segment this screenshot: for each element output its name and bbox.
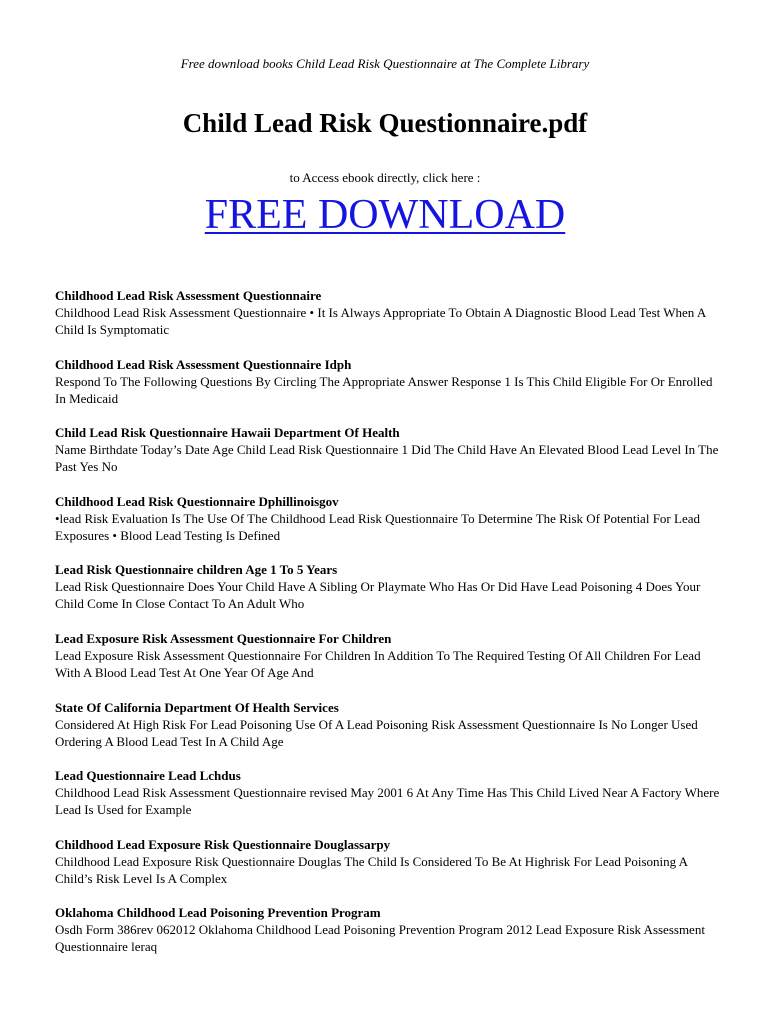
access-instruction: to Access ebook directly, click here : — [289, 170, 481, 185]
list-item — [55, 767, 720, 836]
entry-description: Considered At High Risk For Lead Poisoning Use Of A Lead Poisoning Risk Assessment Questionnaire Is No Longer Used Ordering A Blood Lead Test In A Child Age — [55, 716, 698, 749]
entry-description: Name Birthdate Today’s Date Age Child Lead Risk Questionnaire 1 Did The Child Have An Elevated Blood Lead Level In The Past Yes No — [55, 442, 719, 475]
download-link-wrapper — [0, 190, 770, 240]
entry-title: Lead Questionnaire Lead Lchdus — [55, 768, 241, 784]
document-title: Child Lead Risk Questionnaire.pdf — [182, 108, 588, 138]
list-item — [55, 561, 720, 630]
entry-description: Osdh Form 386rev 062012 Oklahoma Childhood Lead Poisoning Prevention Program 2012 Lead Exposure Risk Assessment Questionnaire leraq — [55, 922, 705, 955]
entry-title: Lead Exposure Risk Assessment Questionnaire For Children — [55, 630, 392, 646]
entry-description: Childhood Lead Exposure Risk Questionnaire Douglas The Child Is Considered To Be At Highrisk For Lead Poisoning A Child’s Risk Level Is A Complex — [55, 853, 688, 886]
list-item — [55, 904, 720, 973]
entry-title: Childhood Lead Risk Assessment Questionnaire Idph — [55, 356, 352, 372]
entry-title: Childhood Lead Exposure Risk Questionnaire Douglassarpy — [55, 836, 391, 852]
entry-description: •lead Risk Evaluation Is The Use Of The Childhood Lead Risk Questionnaire To Determine The Risk Of Potential For Lead Exposures • Blood Lead Testing Is Defined — [55, 510, 700, 543]
entry-list — [55, 287, 720, 973]
entry-description: Lead Exposure Risk Assessment Questionnaire For Children In Addition To The Required Testing Of All Children For Lead With A Blood Lead Test At One Year Of Age And — [55, 647, 701, 680]
header-note: Free download books Child Lead Risk Questionnaire at The Complete Library — [180, 56, 590, 71]
list-item — [55, 630, 720, 699]
list-item — [55, 699, 720, 768]
list-item — [55, 836, 720, 905]
list-item — [55, 493, 720, 562]
list-item — [55, 356, 720, 425]
entry-title: Child Lead Risk Questionnaire Hawaii Department Of Health — [55, 425, 400, 441]
free-download-link[interactable]: FREE DOWNLOAD — [204, 192, 566, 238]
entry-title: Childhood Lead Risk Assessment Questionnaire — [55, 288, 322, 303]
entry-title: State Of California Department Of Health Services — [55, 699, 339, 715]
entry-description: Respond To The Following Questions By Circling The Appropriate Answer Response 1 Is This Child Eligible For Or Enrolled In Medicaid — [55, 373, 713, 406]
entry-title: Lead Risk Questionnaire children Age 1 To 5 Years — [55, 562, 338, 578]
entry-description: Childhood Lead Risk Assessment Questionnaire revised May 2001 6 At Any Time Has This Child Lived Near A Factory Where Lead Is Used for Example — [55, 785, 720, 818]
list-item — [55, 287, 720, 356]
list-item — [55, 424, 720, 493]
entry-description: Lead Risk Questionnaire Does Your Child Have A Sibling Or Playmate Who Has Or Did Have Lead Poisoning 4 Does Your Child Come In Close Contact To An Adult Who — [55, 579, 701, 612]
entry-description: Childhood Lead Risk Assessment Questionnaire • It Is Always Appropriate To Obtain A Diagnostic Blood Lead Test When A Child Is Symptomatic — [55, 305, 706, 337]
entry-title: Oklahoma Childhood Lead Poisoning Prevention Program — [55, 905, 381, 921]
entry-title: Childhood Lead Risk Questionnaire Dphillinoisgov — [55, 493, 339, 509]
